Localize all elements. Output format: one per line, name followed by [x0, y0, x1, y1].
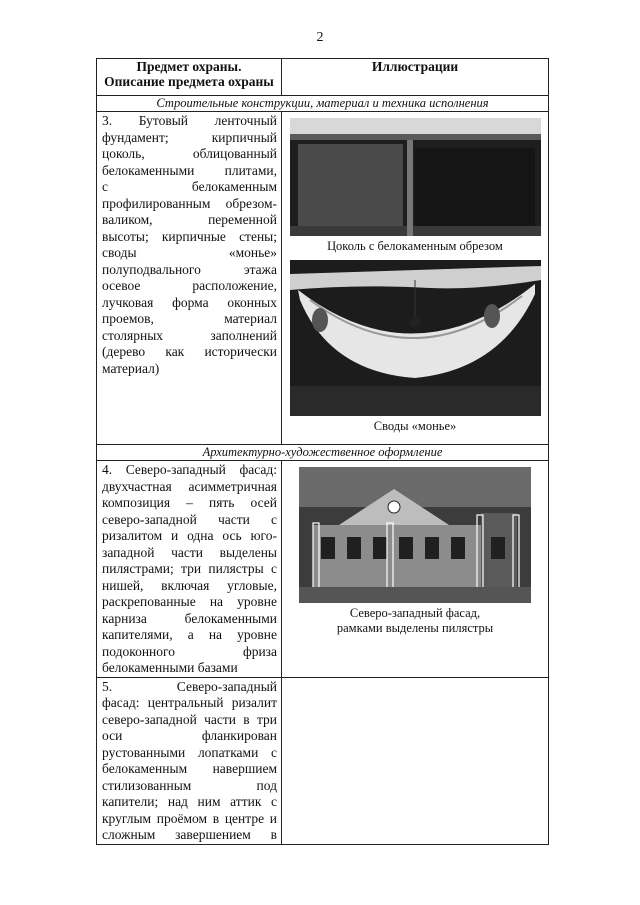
description-line: оси фланкирован — [102, 728, 277, 743]
description-line: проемов, материал — [102, 311, 277, 326]
table-header-row — [97, 59, 549, 96]
description-line: высоты; кирпичные стены; — [102, 228, 277, 244]
description-line: профилированным обрезом- — [102, 195, 277, 211]
header-subject-line2: Описание предмета охраны — [104, 74, 274, 89]
protection-table — [96, 58, 549, 845]
description-line: северо-западной части с — [102, 511, 277, 527]
description-line: 5. Северо-западный — [102, 678, 277, 694]
description-line: фундамент; кирпичный — [102, 129, 277, 145]
description-line: цоколь, облицованный — [102, 146, 277, 161]
table-row — [97, 677, 549, 844]
description-line: лучковая форма оконных — [102, 294, 277, 310]
description-line: белокаменными базами — [102, 660, 238, 675]
description-cell — [97, 677, 282, 844]
section-row — [97, 445, 549, 461]
description-line: подоконного фриза — [102, 643, 277, 659]
description-line: белокаменными плитами, — [102, 162, 277, 178]
plinth-photo — [290, 118, 541, 236]
description-text — [97, 112, 281, 377]
description-cell — [97, 461, 282, 678]
illustration-cell-empty — [282, 677, 549, 844]
description-line: белокаменным навершием — [102, 761, 277, 776]
description-line: осевое расположение, — [102, 278, 277, 293]
illustration-cell — [282, 461, 549, 678]
header-illustrations-cell: Иллюстрации — [282, 59, 549, 96]
description-line: полуподвального этажа — [102, 261, 277, 277]
section-title-decoration: Архитектурно-художественное оформление — [97, 445, 549, 461]
description-cell — [97, 112, 282, 445]
facade-photo — [299, 467, 531, 603]
description-line: стилизованным под — [102, 777, 277, 793]
description-line: сложным завершением в — [102, 827, 277, 842]
description-line: нишей, включая угловые, — [102, 577, 277, 593]
description-line: раскрепованные на уровне — [102, 594, 277, 609]
description-line: своды «монье» — [102, 245, 277, 260]
description-line: ризалитом и одна ось юго- — [102, 528, 277, 543]
description-line: двухчастная асимметричная — [102, 478, 277, 494]
description-line: столярных заполнений — [102, 327, 277, 343]
section-row — [97, 96, 549, 112]
header-subject-line1: Предмет охраны. — [136, 59, 242, 74]
description-line: пилястрами; три пилястры с — [102, 561, 277, 576]
description-line: композиция – пять осей — [102, 495, 277, 510]
caption-plinth: Цоколь с белокаменным обрезом — [327, 239, 503, 253]
page-number: 2 — [316, 30, 324, 45]
header-subject-cell — [97, 59, 282, 96]
description-line: 3. Бутовый ленточный — [102, 113, 277, 128]
table-row — [97, 112, 549, 445]
description-text — [97, 678, 281, 844]
description-line: валиком, переменной — [102, 212, 277, 227]
description-line: фасад: центральный ризалит — [102, 695, 277, 710]
description-line: с белокаменным — [102, 179, 277, 194]
description-line: 4. Северо-западный фасад: — [102, 462, 277, 477]
monier-vaults-photo — [290, 260, 541, 416]
description-line: карниза белокаменными — [102, 610, 277, 626]
caption-vaults: Своды «монье» — [373, 419, 457, 433]
table-row — [97, 461, 549, 678]
description-line: северо-западной части в три — [102, 711, 277, 727]
description-line: капителями, а на уровне — [102, 627, 277, 642]
caption-facade-line2: рамками выделены пилястры — [336, 621, 494, 635]
description-line: круглым проёмом в центре и — [102, 810, 277, 826]
illustration-cell — [282, 112, 549, 445]
section-title-structures: Строительные конструкции, материал и техника исполнения — [97, 96, 549, 112]
description-line: материал) — [102, 360, 160, 376]
description-line: рустованными лопатками с — [102, 744, 277, 760]
description-line: капители; над ним аттик с — [102, 794, 277, 809]
description-text — [97, 461, 281, 677]
description-line: западной части выделены — [102, 544, 277, 560]
caption-facade-line1: Северо-западный фасад, — [349, 606, 481, 620]
description-line: (дерево как исторически — [102, 344, 277, 359]
